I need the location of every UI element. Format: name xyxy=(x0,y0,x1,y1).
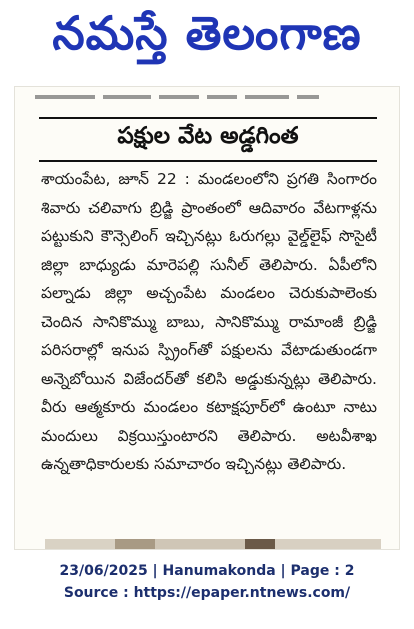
footer-date-edition-page: 23/06/2025 | Hanumakonda | Page : 2 xyxy=(59,563,355,579)
masthead-title: నమస్తే తెలంగాణ xyxy=(52,6,362,60)
cut-off-photo xyxy=(45,539,381,550)
headline-bottom-rule xyxy=(39,160,377,162)
news-clipping xyxy=(14,86,400,550)
footer-source-link[interactable]: Source : https://epaper.ntnews.com/ xyxy=(63,585,351,601)
masthead xyxy=(0,0,414,78)
article-headline: పక్షుల వేట అడ్డగింత xyxy=(117,123,299,149)
cut-off-previous-article xyxy=(35,93,375,103)
article-body: శాయంపేట, జూన్ 22 : మండలంలోని ప్రగతి సింగారం శివారు చలివాగు బ్రిడ్జి ప్రాంతంలో ఆదివారం వేటగాళ్లను పట్టుకుని కౌన్సెలింగ్ ఇచ్చినట్లు ఓరుగల్లు వైల్డ్‌లైఫ్ సొసైటీ జిల్లా బాధ్యుడు మారెపల్లి సునీల్ తెలిపారు. ఏపీలోని పల్నాడు జిల్లా అచ్చంపేట మండలం చెరుకుపాలెంకు చెందిన సానికొమ్ము బాబు, సానికొమ్ము రామాంజీ బ్రిడ్జి పరిసరాల్లో ఇనుప స్ప్రింగ్‌తో పక్షులను వేటాడుతుండగా అన్నెబోయిన విజేందర్‌తో కలిసి అడ్డుకున్నట్లు తెలిపారు. వీరు ఆత్మకూరు మండలం కటాక్షపూర్‌లో ఉంటూ నాటు మందులు విక్రయిస్తుంటారని తెలిపారు. అటవీశాఖ ఉన్నతాధికారులకు సమాచారం ఇచ్చినట్లు తెలిపారు. xyxy=(41,170,377,473)
footer xyxy=(0,560,414,604)
